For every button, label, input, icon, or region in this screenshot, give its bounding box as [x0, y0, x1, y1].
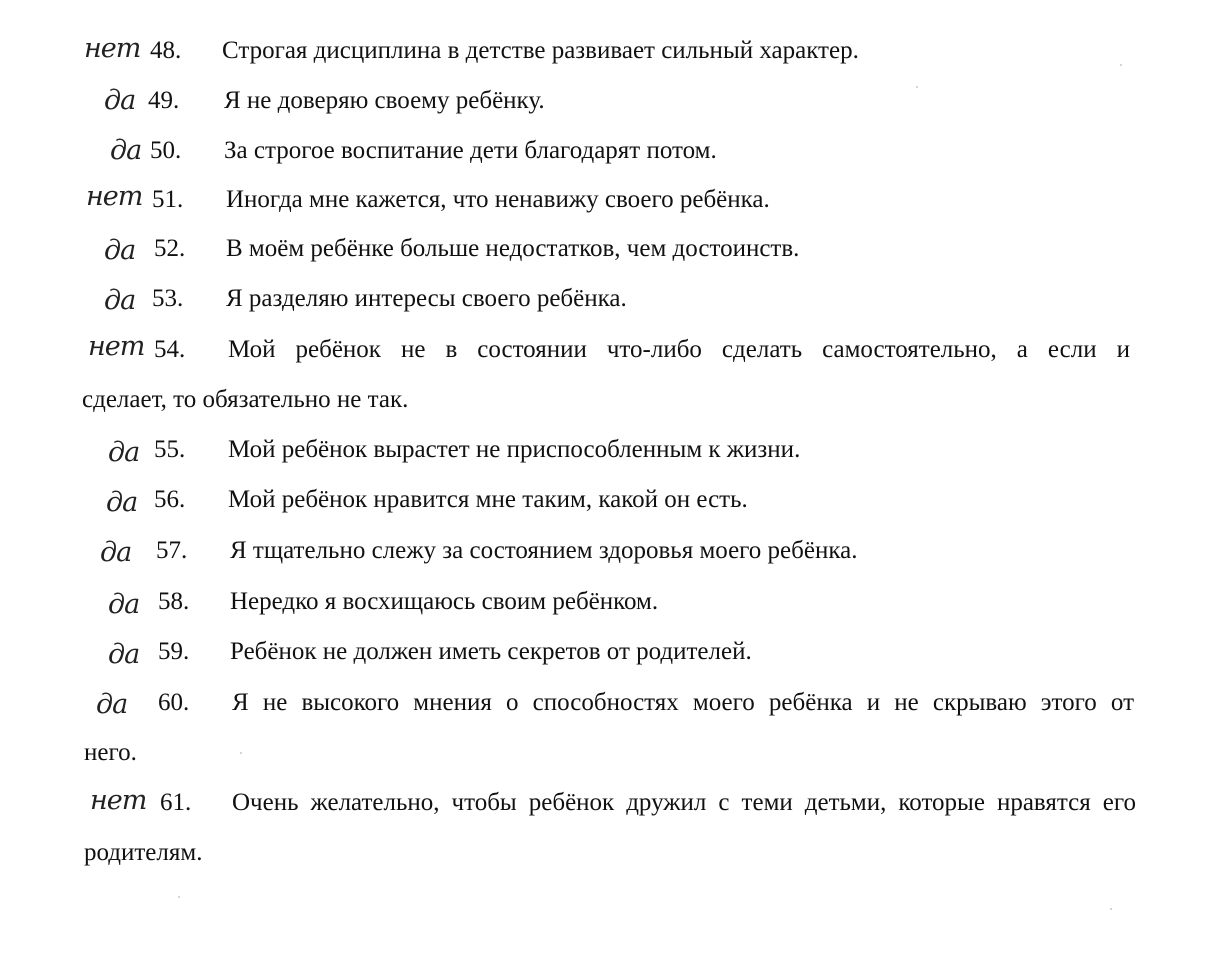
scan-speck	[916, 86, 918, 88]
statement-61: Очень желательно, чтобы ребёнок дружил с теми детьми, которые нравятся его	[232, 789, 1136, 816]
handwritten-answer-57: да	[100, 537, 132, 568]
item-number-61: 61.	[160, 789, 192, 816]
scan-speck	[1110, 908, 1112, 910]
handwritten-answer-61: нет	[90, 785, 147, 816]
handwritten-answer-52: да	[104, 235, 136, 266]
item-number-50: 50.	[150, 137, 182, 164]
statement-54: Мой ребёнок не в состоянии что-либо сделать самостоятельно, а если и	[228, 336, 1130, 363]
statement-55: Мой ребёнок вырастет не приспособленным к жизни.	[228, 436, 801, 463]
statement-56: Мой ребёнок нравится мне таким, какой он есть.	[228, 486, 748, 513]
handwritten-answer-56: да	[106, 487, 138, 518]
statement-54-continuation: сделает, то обязательно не так.	[82, 386, 409, 413]
handwritten-answer-49: да	[104, 85, 136, 116]
statement-51: Иногда мне кажется, что ненавижу своего ребёнка.	[226, 186, 770, 213]
statement-48: Строгая дисциплина в детстве развивает сильный характер.	[222, 37, 859, 64]
handwritten-answer-50: да	[110, 135, 142, 166]
handwritten-answer-58: да	[108, 589, 140, 620]
statement-49: Я не доверяю своему ребёнку.	[224, 87, 545, 114]
item-number-60: 60.	[158, 689, 190, 716]
statement-52: В моём ребёнке больше недостатков, чем достоинств.	[226, 235, 800, 262]
handwritten-answer-59: да	[108, 639, 140, 670]
item-number-55: 55.	[154, 436, 186, 463]
scan-speck	[1120, 64, 1122, 66]
item-number-51: 51.	[152, 186, 184, 213]
statement-61-continuation: родителям.	[84, 839, 203, 866]
handwritten-answer-54: нет	[88, 331, 145, 362]
item-number-52: 52.	[154, 235, 186, 262]
statement-58: Нередко я восхищаюсь своим ребёнком.	[230, 588, 659, 615]
statement-57: Я тщательно слежу за состоянием здоровья моего ребёнка.	[230, 537, 858, 564]
item-number-58: 58.	[158, 588, 190, 615]
statement-59: Ребёнок не должен иметь секретов от родителей.	[230, 638, 752, 665]
item-number-57: 57.	[156, 537, 188, 564]
item-number-54: 54.	[154, 336, 186, 363]
handwritten-answer-48: нет	[84, 33, 141, 64]
scan-speck	[178, 896, 180, 898]
item-number-48: 48.	[150, 37, 182, 64]
item-number-53: 53.	[152, 285, 184, 312]
handwritten-answer-51: нет	[86, 181, 143, 212]
scan-speck	[240, 752, 242, 754]
statement-50: За строгое воспитание дети благодарят потом.	[224, 137, 717, 164]
handwritten-answer-55: да	[108, 437, 140, 468]
item-number-59: 59.	[158, 638, 190, 665]
item-number-56: 56.	[154, 486, 186, 513]
handwritten-answer-53: да	[104, 285, 136, 316]
handwritten-answer-60: да	[96, 689, 128, 720]
item-number-49: 49.	[148, 87, 180, 114]
statement-53: Я разделяю интересы своего ребёнка.	[226, 285, 627, 312]
statement-60: Я не высокого мнения о способностях моего ребёнка и не скрываю этого от	[232, 689, 1134, 716]
statement-60-continuation: него.	[84, 739, 137, 766]
